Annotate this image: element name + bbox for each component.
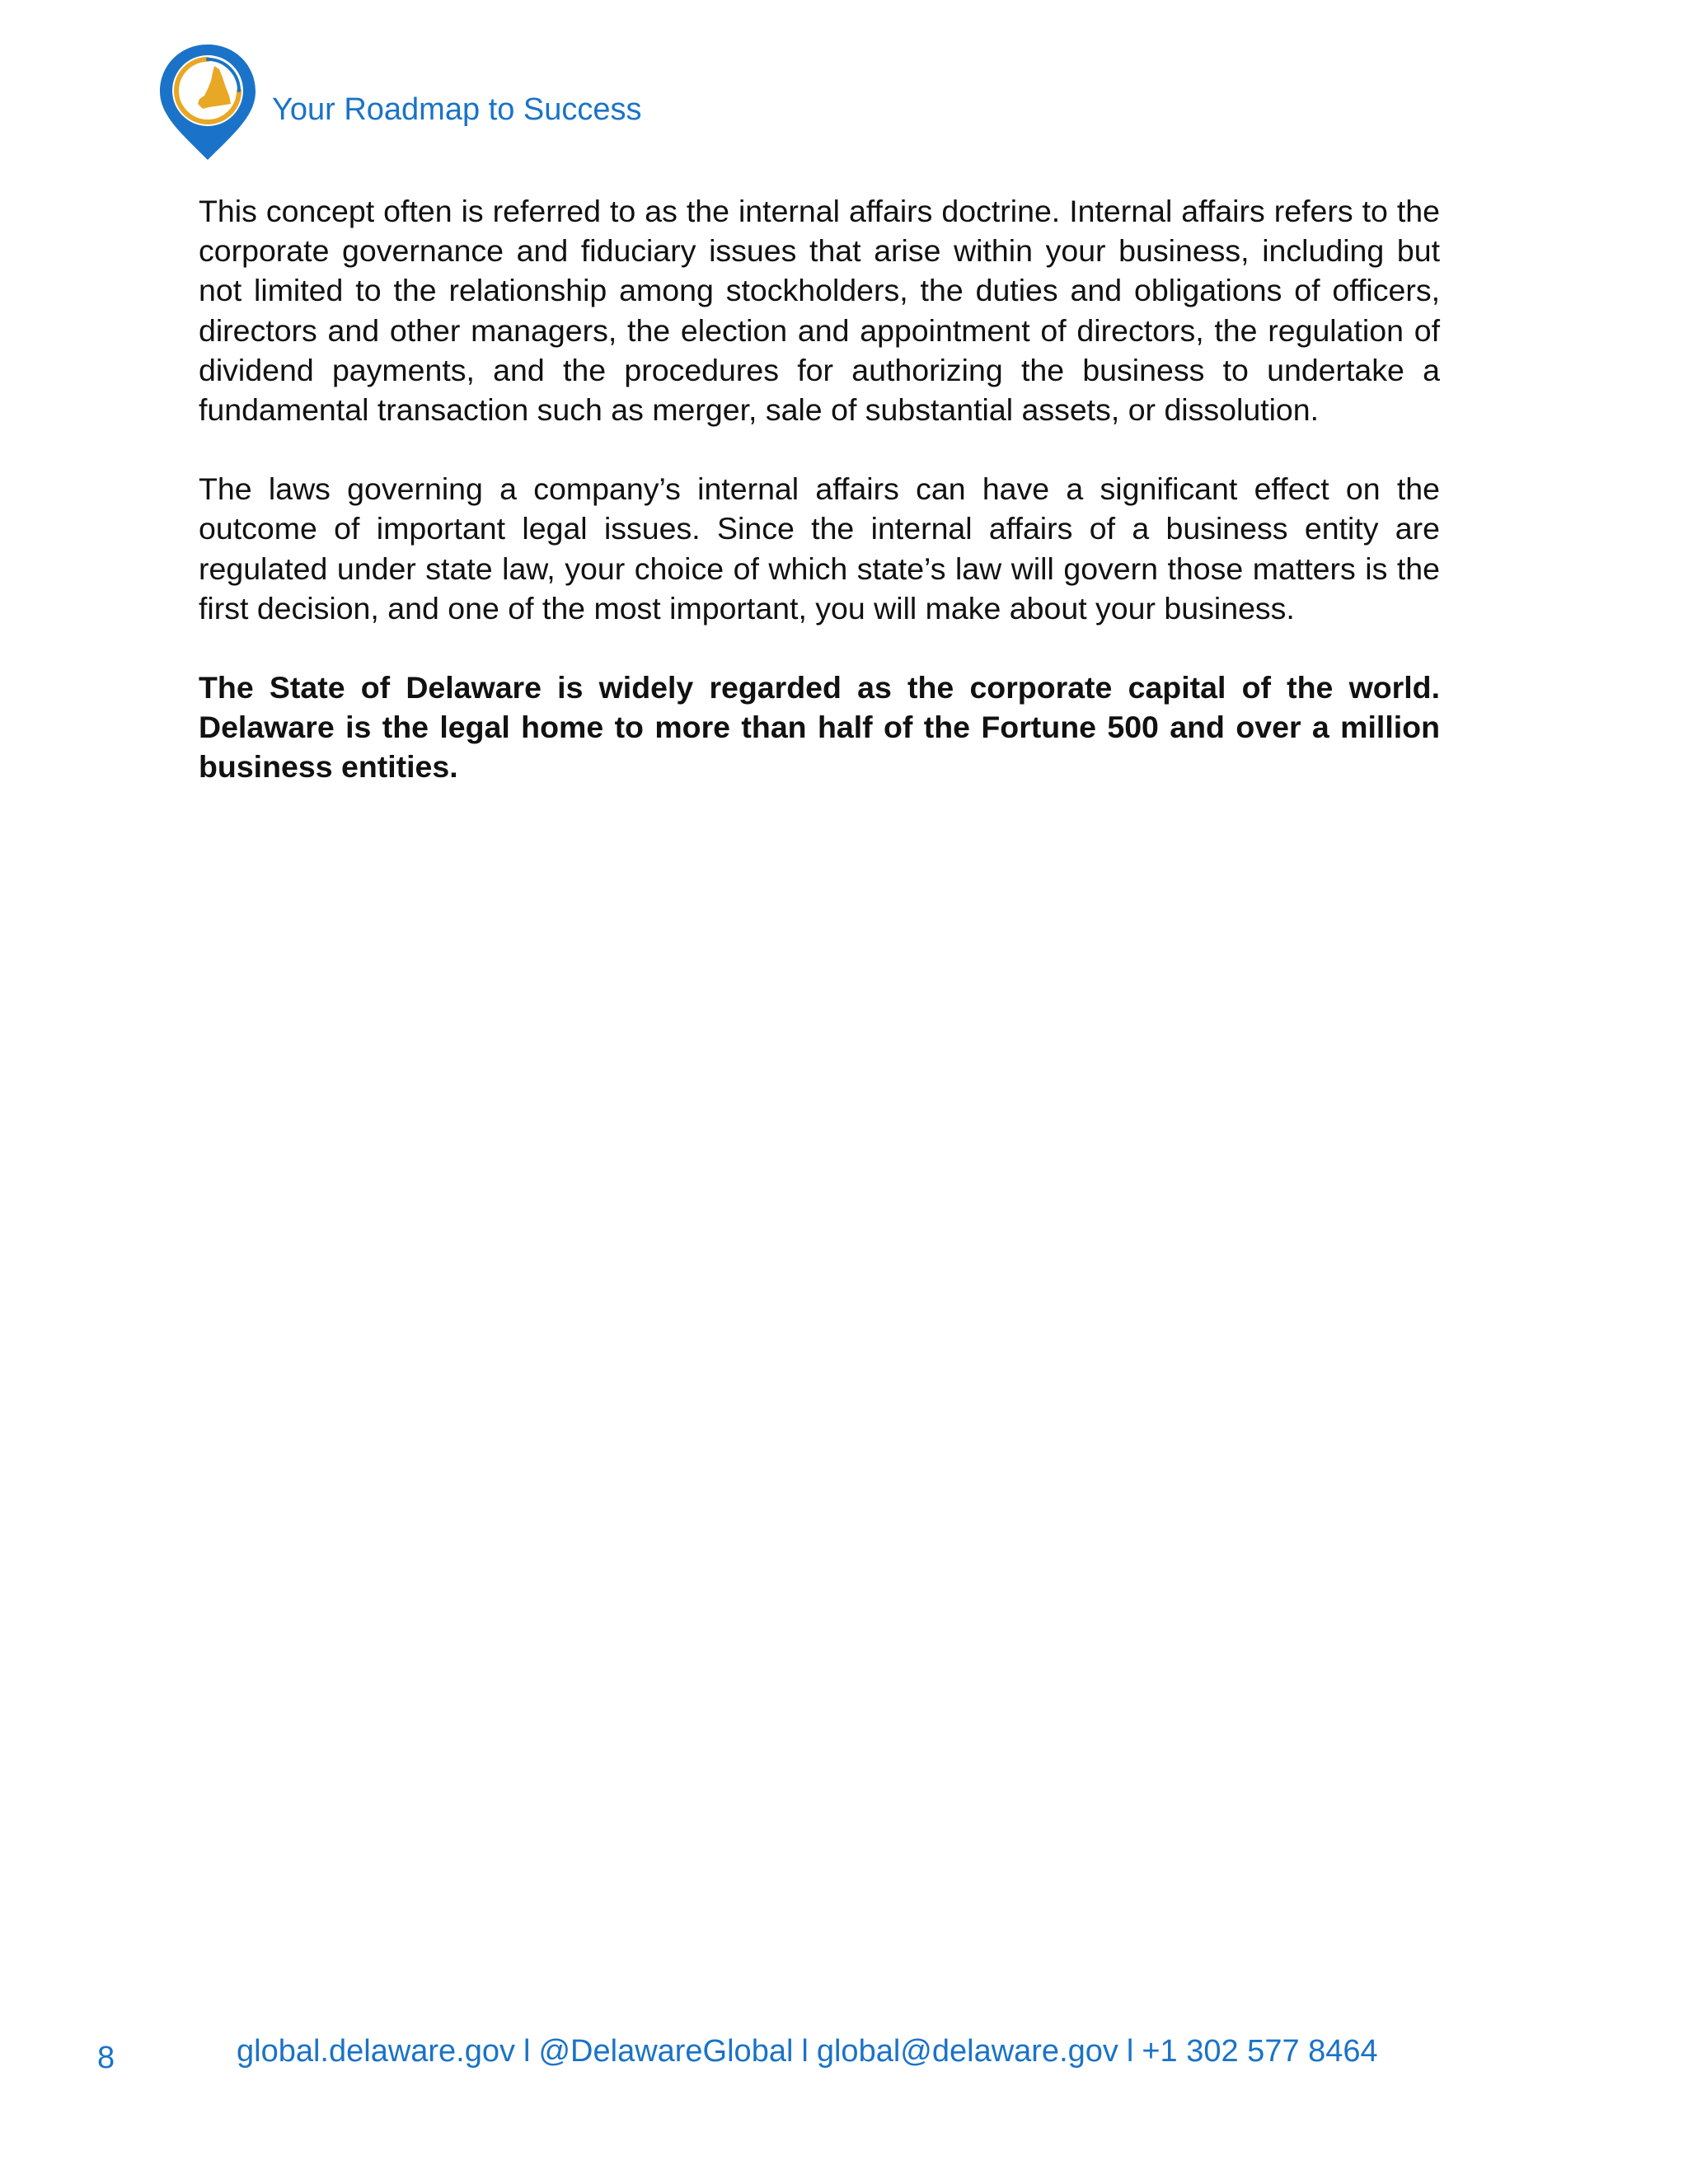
footer-contact-line — [237, 2034, 1378, 2069]
document-body — [199, 191, 1440, 827]
map-pin-delaware-logo-icon — [157, 41, 259, 163]
twitter-handle-link[interactable]: @DelawareGlobal — [538, 2034, 794, 2069]
header-title: Your Roadmap to Success — [272, 92, 642, 127]
email-link[interactable]: global@delaware.gov — [816, 2034, 1118, 2069]
paragraph-delaware-highlight: The State of Delaware is widely regarded as the corporate capital of the world. Delaware is the legal home to more than half of the Fortune 500 and over a million business entities. — [199, 670, 1440, 785]
phone-number: +1 302 577 8464 — [1142, 2034, 1378, 2069]
paragraph-state-law: The laws governing a company’s internal affairs can have a significant effect on the outcome of important legal issues. Since the internal affairs of a business entity are regulated under state law, your choice of which state’s law will govern those matters is the first decision, and one of the most important, you will make about your business. — [199, 471, 1440, 626]
separator: l — [1126, 2034, 1134, 2069]
page-footer — [0, 2034, 1688, 2083]
page-number: 8 — [97, 2041, 115, 2075]
paragraph-internal-affairs: This concept often is referred to as the internal affairs doctrine. Internal affairs refers to the corporate governance and fiduciary issues that arise within your business, including but not limited to the relationship among stockholders, the duties and obligations of officers, directors and other managers, the election and appointment of directors, the regulation of dividend payments, and the procedures for authorizing the business to undertake a fundamental transaction such as merger, sale of substantial assets, or dissolution. — [199, 194, 1440, 428]
separator: l — [801, 2034, 809, 2069]
website-link[interactable]: global.delaware.gov — [237, 2034, 516, 2069]
page-header — [157, 41, 898, 165]
separator: l — [523, 2034, 531, 2069]
